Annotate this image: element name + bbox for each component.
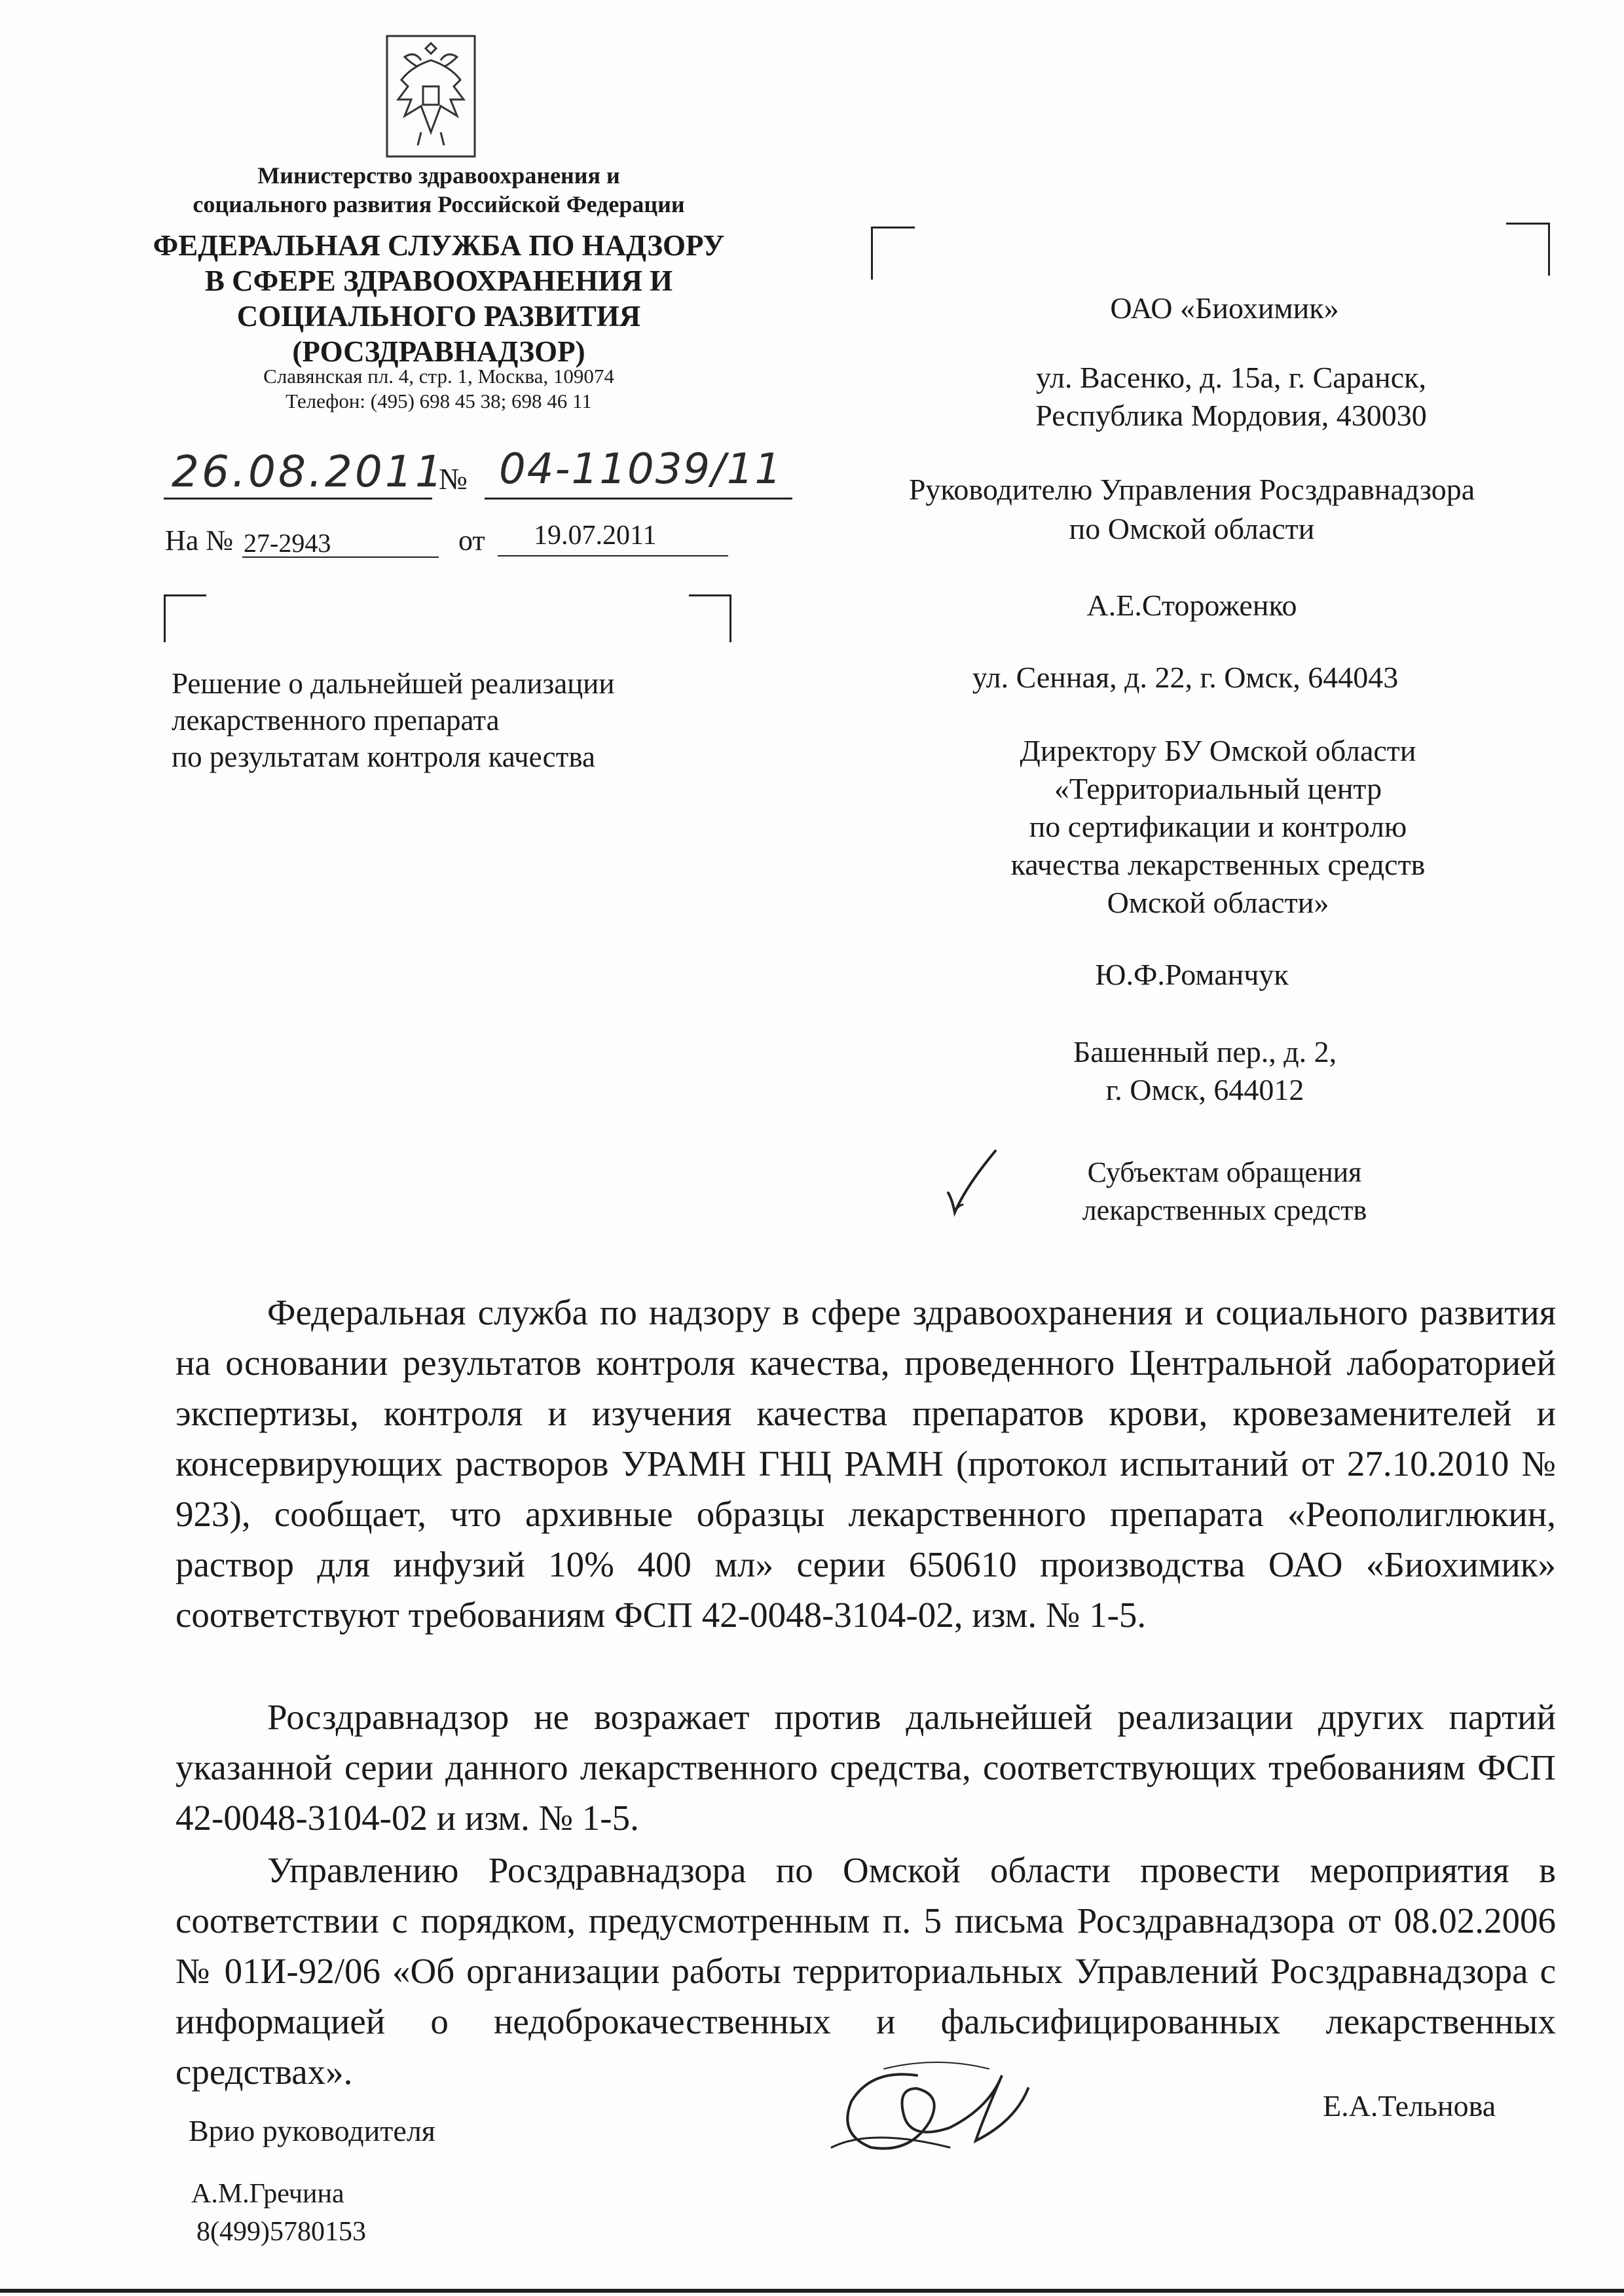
recipient-4-line1: Субъектам обращения <box>1087 1156 1362 1188</box>
executor-phone: 8(499)5780153 <box>196 2217 366 2247</box>
recipient-3-addr1: Башенный пер., д. 2, <box>1073 1035 1337 1068</box>
reply-label: На № <box>165 524 234 556</box>
signature-image <box>819 2049 1035 2167</box>
ministry-line2: социального развития Российской Федерации <box>193 191 685 217</box>
reply-number: 27-2943 <box>244 528 331 558</box>
agency-line4: (РОСЗДРАВНАДЗОР) <box>292 335 585 368</box>
registration-number: 04-11039/11 <box>499 445 783 494</box>
ministry-line1: Министерство здравоохранения и <box>257 162 620 189</box>
recipient-2-name: А.Е.Стороженко <box>1086 589 1297 622</box>
subject-line1: Решение о дальнейшей реализации <box>172 667 615 700</box>
recipient-1-addr2: Республика Мордовия, 430030 <box>1035 399 1427 432</box>
recipient-2-line1: Руководителю Управления Росздравнадзора <box>908 473 1475 506</box>
recipient-3-line1: Директору БУ Омской области <box>1020 734 1416 767</box>
agency-line2: В СФЕРЕ ЗДРАВООХРАНЕНИЯ И <box>204 264 673 297</box>
signer-name: Е.А.Тельнова <box>1323 2089 1496 2123</box>
recipient-3-line2: «Территориальный центр <box>1054 772 1382 805</box>
recipient-3-name: Ю.Ф.Романчук <box>1095 958 1289 991</box>
agency-phone: Телефон: (495) 698 45 38; 698 46 11 <box>286 390 592 412</box>
body-paragraph-3: Управлению Росздравнадзора по Омской области провести мероприятия в соответствии с порядком, предусмотренным п. 5 письма Росздравнадзора от 08.02.2006 № 01И-92/06 «Об организации работы территориальных Управлений Росздравнадзора с информацией о недоброкачественных и фальсифицированных лекарственных средствах». <box>175 1850 1556 2092</box>
signature-position: Врио руководителя <box>189 2114 435 2147</box>
body-paragraph-1: Федеральная служба по надзору в сфере здравоохранения и социального развития на основании результатов контроля качества, проведенного Центральной лабораторией экспертизы, контроля и изучения качества препаратов крови, кровезаменителей и консервирующих растворов УРАМН ГНЦ РАМН (протокол испытаний от 27.10.2010 № 923), сообщает, что архивные образцы лекарственного препарата «Реополиглюкин, раствор для инфузий 10% 400 мл» серии 650610 производства ОАО «Биохимик» соответствуют требованиям ФСП 42-0048-3104-02, изм. № 1-5. <box>175 1292 1556 1635</box>
emblem-icon <box>385 34 477 158</box>
recipient-1-org: ОАО «Биохимик» <box>1110 291 1339 325</box>
registration-number-label: № <box>439 462 468 496</box>
checkmark-icon <box>943 1147 1002 1219</box>
agency-address: Славянская пл. 4, стр. 1, Москва, 109074 <box>263 365 614 388</box>
recipient-3-addr2: г. Омск, 644012 <box>1105 1073 1304 1106</box>
reply-date: 19.07.2011 <box>534 520 657 551</box>
reply-from-label: от <box>458 524 485 556</box>
recipient-1-addr1: ул. Васенко, д. 15а, г. Саранск, <box>1036 361 1426 394</box>
agency-line3: СОЦИАЛЬНОГО РАЗВИТИЯ <box>236 300 641 333</box>
recipient-4-line2: лекарственных средств <box>1082 1194 1367 1226</box>
recipient-2-line2: по Омской области <box>1069 512 1315 545</box>
recipient-3-line4: качества лекарственных средств <box>1010 848 1426 881</box>
registration-date: 26.08.2011 <box>172 446 445 497</box>
recipient-2-address: ул. Сенная, д. 22, г. Омск, 644043 <box>972 661 1399 694</box>
subject-line2: лекарственного препарата <box>172 704 500 737</box>
agency-line1: ФЕДЕРАЛЬНАЯ СЛУЖБА ПО НАДЗОРУ <box>153 229 725 262</box>
subject-line3: по результатам контроля качества <box>172 740 595 773</box>
executor-name: А.М.Гречина <box>191 2179 344 2209</box>
body-paragraph-2: Росздравнадзор не возражает против дальнейшей реализации других партий указанной серии данного лекарственного средства, соответствующих требованиям ФСП 42-0048-3104-02 и изм. № 1-5. <box>175 1697 1556 1838</box>
recipient-3-line3: по сертификации и контролю <box>1029 810 1407 843</box>
recipient-3-line5: Омской области» <box>1107 886 1329 919</box>
